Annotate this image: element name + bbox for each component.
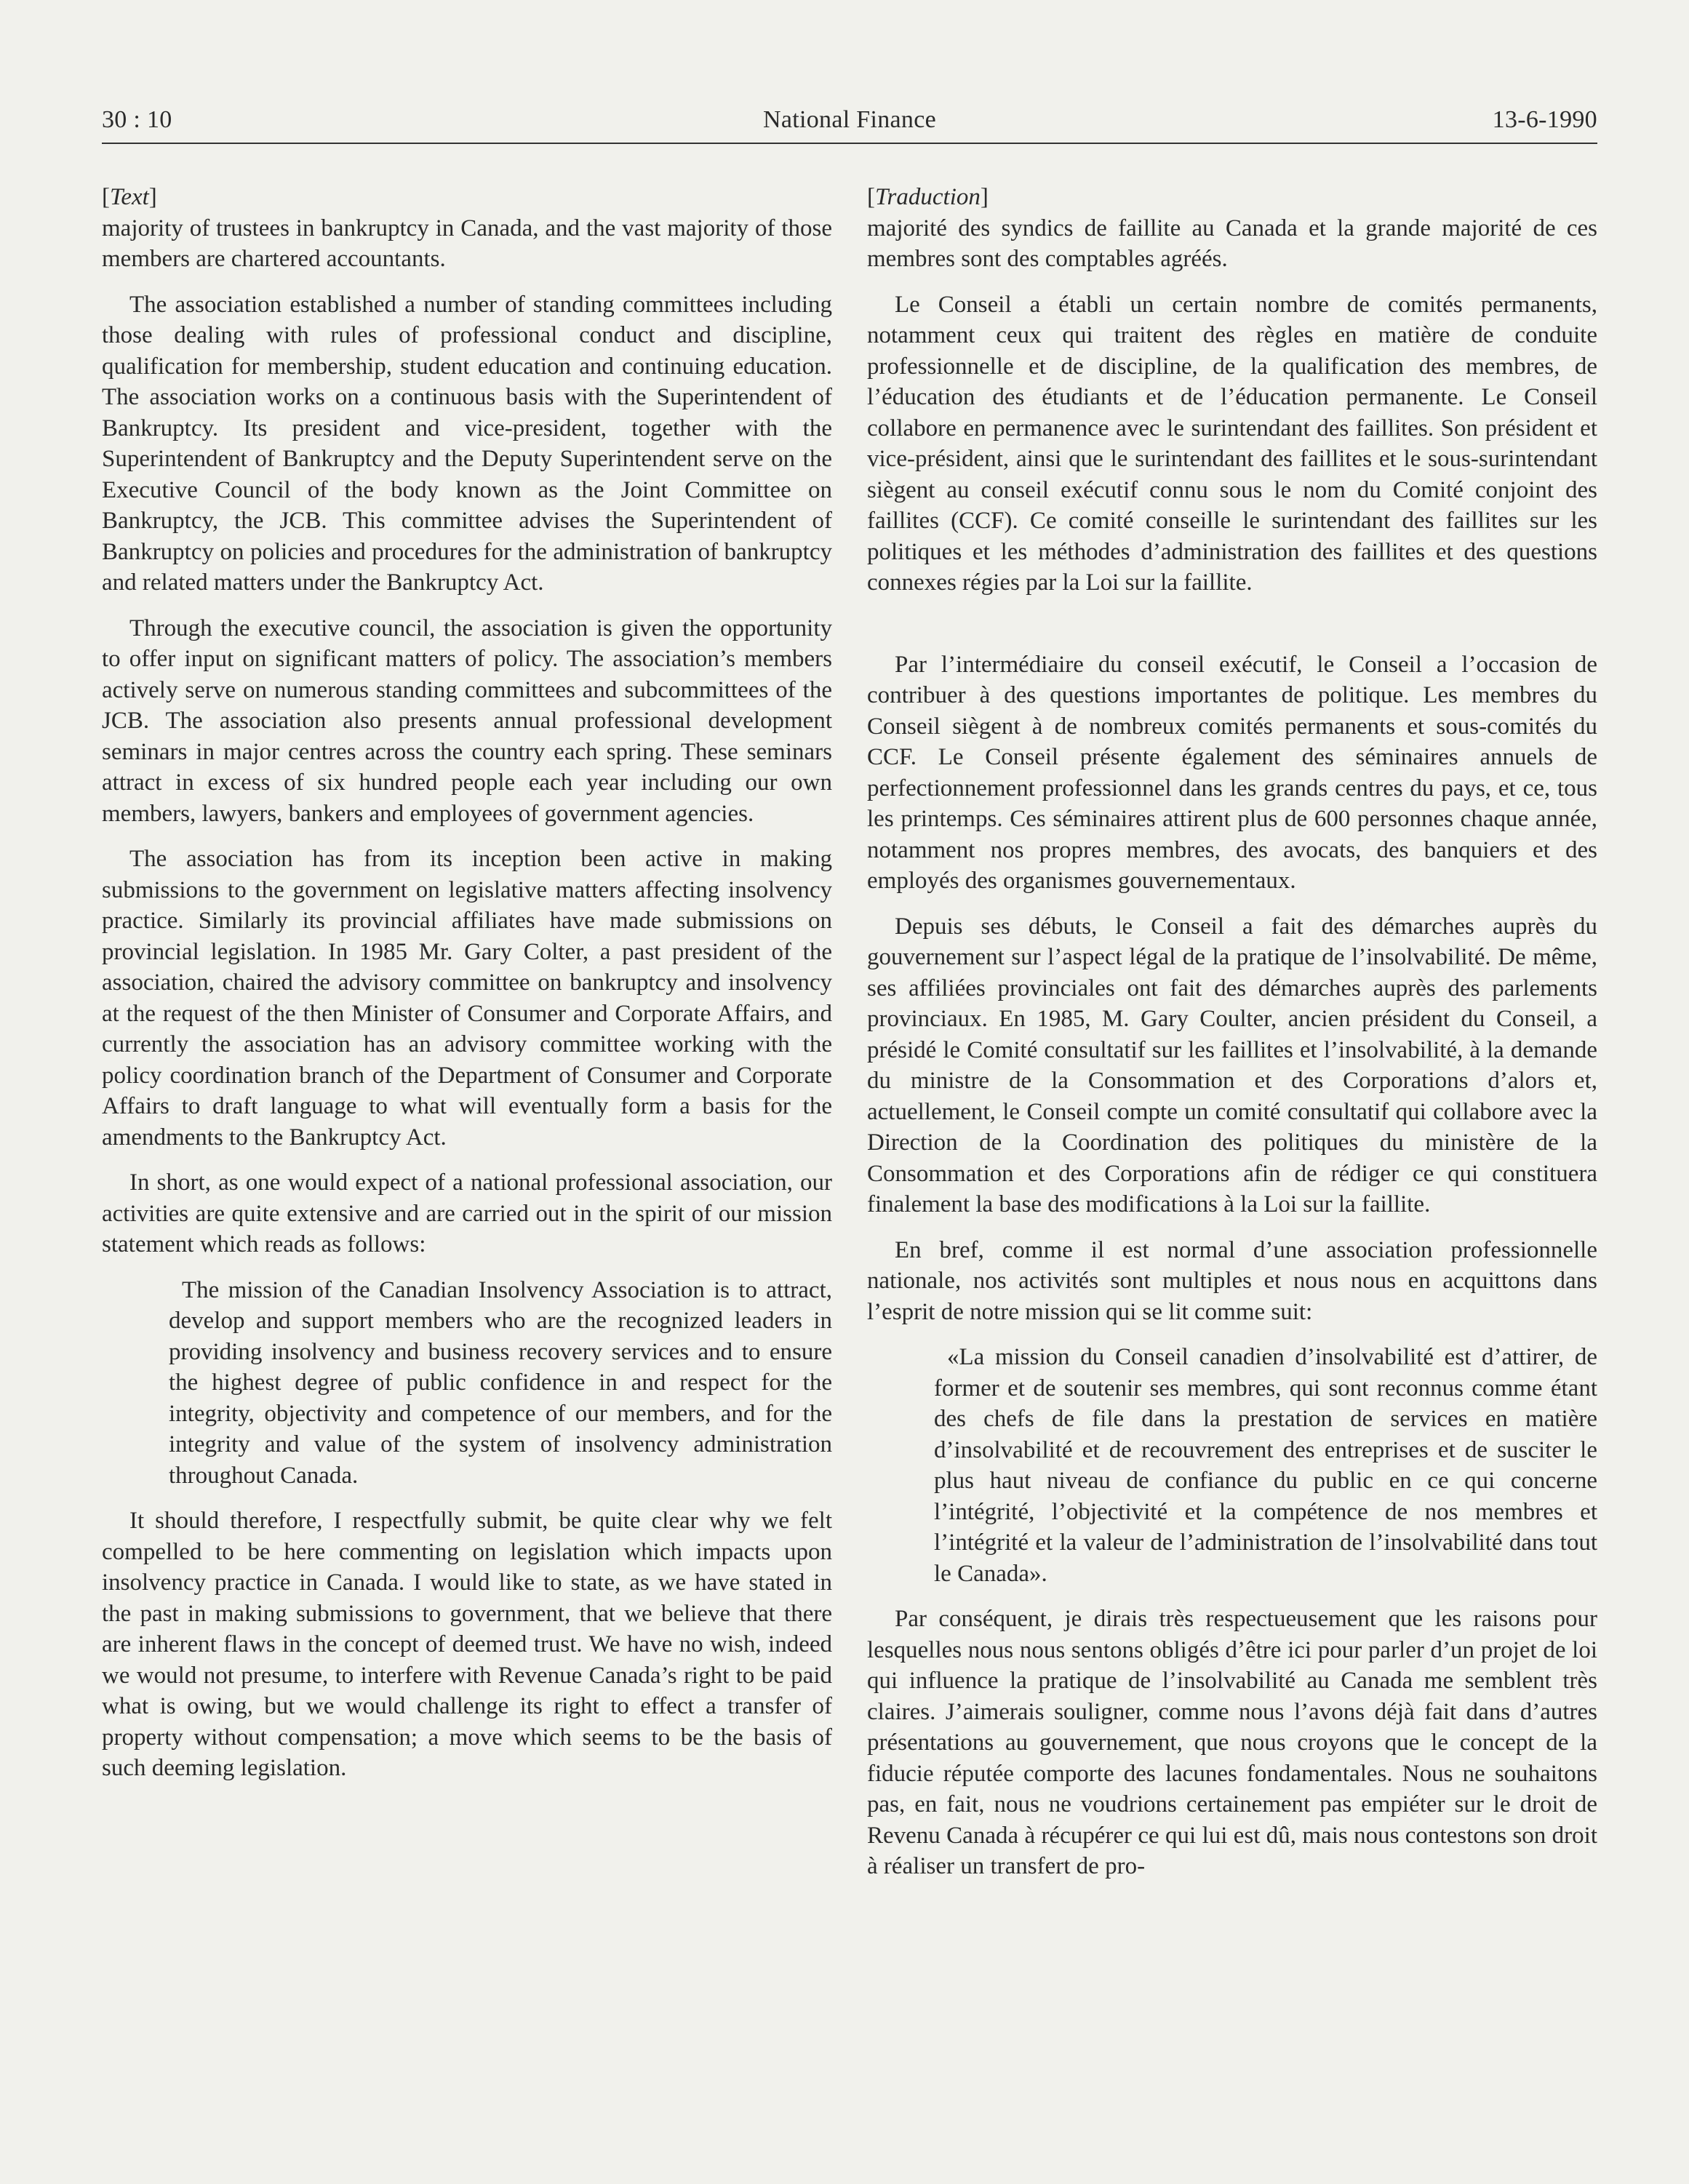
- french-paragraph: Par l’intermédiaire du conseil exécutif, le Conseil a l’occasion de contribuer à des questions importantes de politique. Les membres du Conseil siègent à de nombreux comités permanents et sous-comités du CCF. Le Conseil présente également des séminaires annuels de perfectionnement professionnel dans les grands centres du pays, et ce, tous les printemps. Ces séminaires attirent plus de 600 personnes chaque année, notamment nos propres membres, des avocats, des banquiers et des employés des organismes gouvernementaux.: [867, 651, 1597, 894]
- english-paragraph: Through the executive council, the association is given the opportunity to offer input on significant matters of policy. The association’s members actively serve on numerous standing committees and subcommittees of the JCB. The association also presents annual professional development seminars in major centres across the country each spring. These seminars attract in excess of six hundred people each year including our own members, lawyers, bankers and employees of government agencies.: [102, 615, 832, 827]
- page-date: 13-6-1990: [1492, 106, 1597, 133]
- english-closing-paragraph: It should therefore, I respectfully submit, be quite clear why we felt compelled to be here commenting on legislation which impacts upon insolvency practice in Canada. I would like to state, as we have stated in the past in making submissions to government, that we believe that there are inherent flaws in the concept of deemed trust. We have no wish, indeed we would not presume, to interfere with Revenue Canada’s right to be paid what is owing, but we would challenge its right to effect a transfer of property without compensation; a move which seems to be the basis of such deeming legislation.: [102, 1508, 832, 1781]
- french-closing-paragraph: Par conséquent, je dirais très respectueusement que les raisons pour lesquelles nous nous sentons obligés d’être ici pour parler d’un projet de loi qui influence la pratique de l’insolvabilité au Canada me semblent très claires. J’aimerais souligner, comme nous l’avons déjà fait dans d’autres présentations au gouvernement, que nous croyons que le concept de la fiducie réputée comporte des lacunes fondamentales. Nous ne souhaitons pas, en fait, nous ne voudrions certainement pas empiéter sur le droit de Revenu Canada à récupérer ce qui lui est dû, mais nous contestons son droit à réaliser un transfert de pro-: [867, 1606, 1597, 1879]
- french-mission-quote: «La mission du Conseil canadien d’insolvabilité est d’attirer, de former et de soutenir ses membres, qui sont reconnus comme étant des chefs de file dans la prestation de services en matière d’insolvabilité et de recouvrement des entreprises et de susciter le plus haut niveau de confiance du public en ce qui concerne l’intégrité, l’objectivité et la compétence de nos membres et l’intégrité et la valeur de l’administration de l’insolvabilité dans tout le Canada».: [934, 1344, 1597, 1587]
- english-paragraph: The association established a number of standing committees including those dealing with rules of professional conduct and discipline, qualification for membership, student education and continuing education. The association works on a continuous basis with the Superintendent of Bankruptcy. Its president and vice-president, together with the Superintendent of Bankruptcy and the Deputy Superintendent serve on the Executive Council of the body known as the Joint Committee on Bankruptcy, the JCB. This committee advises the Superintendent of Bankruptcy on policies and procedures for the administration of bankruptcy and related matters under the Bankruptcy Act.: [102, 291, 832, 596]
- french-column-label: [Traduction]: [867, 184, 989, 210]
- french-paragraph: En bref, comme il est normal d’une association professionnelle nationale, nos activités sont multiples et nous nous en acquittons dans l’esprit de notre mission qui se lit comme suit:: [867, 1236, 1597, 1325]
- english-paragraph: The association has from its inception been active in making submissions to the government on legislative matters affecting insolvency practice. Similarly its provincial affiliates have made submissions on provincial legislation. In 1985 Mr. Gary Colter, a past president of the association, chaired the advisory committee on bankruptcy and insolvency at the request of the then Minister of Consumer and Corporate Affairs, and currently the association has an advisory committee working with the policy coordination branch of the Department of Consumer and Corporate Affairs to draft language to what will eventually form a basis for the amendments to the Bankruptcy Act.: [102, 846, 832, 1151]
- page-number: 30 : 10: [102, 106, 172, 133]
- english-paragraph: majority of trustees in bankruptcy in Canada, and the vast majority of those members are chartered accountants.: [102, 215, 832, 272]
- english-column: [102, 182, 832, 1799]
- page-header: [102, 106, 1597, 144]
- spacer: [867, 613, 1597, 649]
- page-title: National Finance: [762, 106, 936, 133]
- french-paragraph: Le Conseil a établi un certain nombre de comités permanents, notamment ceux qui traitent des règles en matière de conduite professionnelle et de discipline, de la qualification des membres, de l’éducation des étudiants et de l’éducation permanente. Le Conseil collabore en permanence avec le surintendant des faillites. Son président et vice-président, ainsi que le surintendant des faillites et le sous-surintendant siègent au conseil exécutif connu sous le nom du Comité conjoint des faillites (CCF). Ce comité conseille le surintendant des faillites sur les politiques et les méthodes d’administration des faillites et des questions connexes régies par la Loi sur la faillite.: [867, 291, 1597, 596]
- french-paragraph: Depuis ses débuts, le Conseil a fait des démarches auprès du gouvernement sur l’aspect légal de la pratique de l’insolvabilité. De même, ses affiliées provinciales ont fait des démarches auprès des parlements provinciaux. En 1985, M. Gary Coulter, ancien président du Conseil, a présidé le Comité consultatif sur les faillites et l’insolvabilité, à la demande du ministre de la Consommation et des Corporations d’alors et, actuellement, le Conseil compte un comité consultatif qui collabore avec la Direction de la Coordination des politiques du ministère de la Consommation et des Corporations afin de rédiger ce qui constituera finalement la base des modifications à la Loi sur la faillite.: [867, 913, 1597, 1217]
- french-paragraph: majorité des syndics de faillite au Canada et la grande majorité de ces membres sont des comptables agréés.: [867, 215, 1597, 272]
- english-paragraph: In short, as one would expect of a national professional association, our activities are quite extensive and are carried out in the spirit of our mission statement which reads as follows:: [102, 1169, 832, 1257]
- english-column-label: [Text]: [102, 184, 157, 210]
- english-mission-quote: The mission of the Canadian Insolvency Association is to attract, develop and support members who are the recognized leaders in providing insolvency and business recovery services and to ensure the highest degree of public confidence in and respect for the integrity, objectivity and competence of our members, and for the integrity and value of the system of insolvency administration throughout Canada.: [169, 1276, 832, 1489]
- french-column: [867, 182, 1597, 1897]
- header-rule: [102, 143, 1597, 144]
